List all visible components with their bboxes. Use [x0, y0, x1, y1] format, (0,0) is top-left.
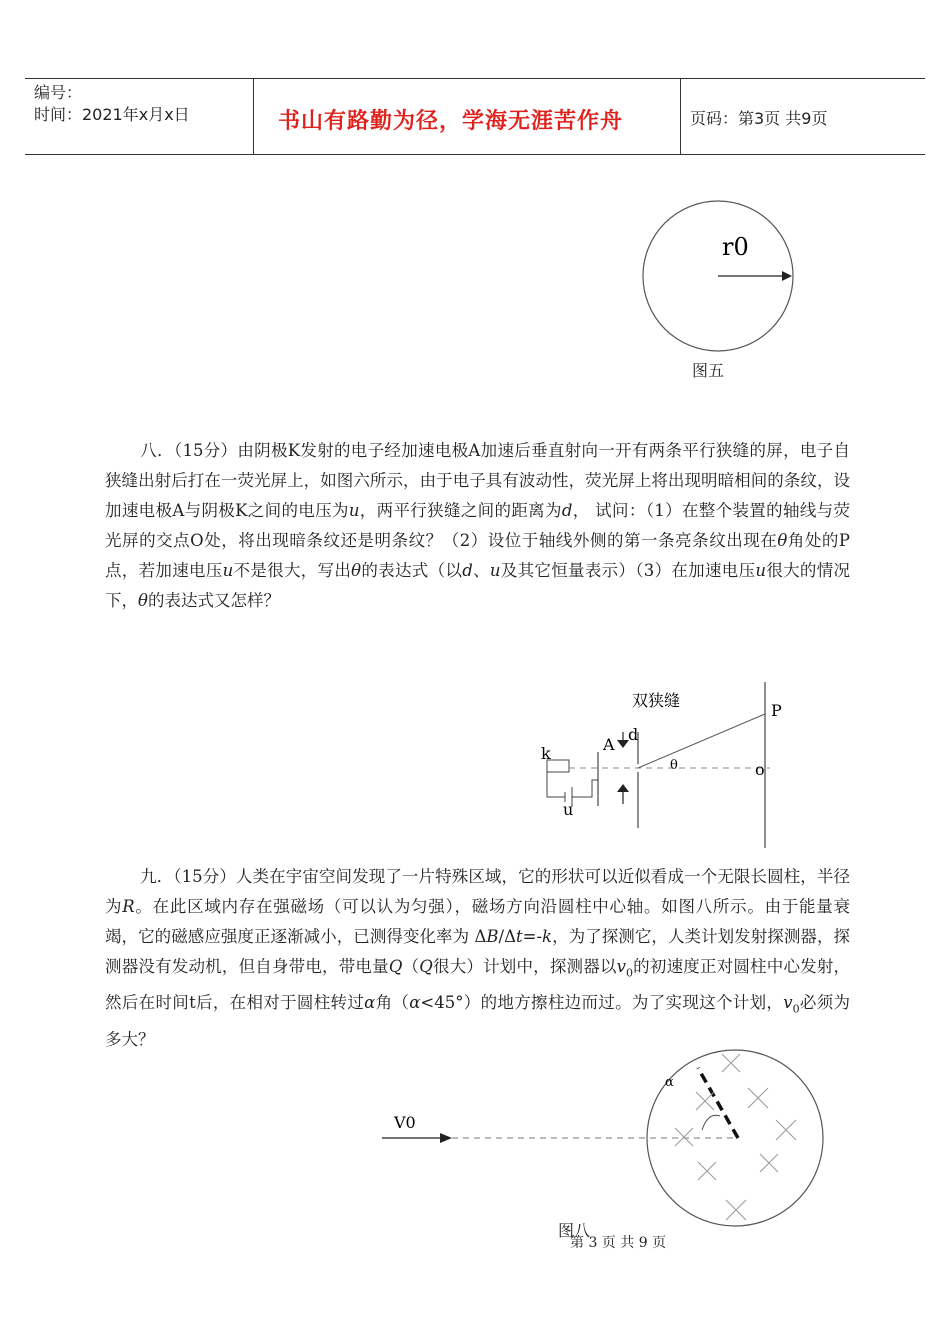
problem9-part6: （ [402, 957, 420, 976]
p-label: P [771, 701, 782, 720]
field-x-mark [698, 1162, 716, 1180]
problem9-part10: <45°）的地方擦柱边而过。为了实现这个计划， [420, 993, 784, 1013]
header-top-rule [25, 78, 925, 79]
problem8-part3: ， 试问：（1）在整个装置的轴线与荧光屏的交点O处，将出现暗条纹还是明条纹？（2）设位于轴线外侧的第一条亮条纹出现在 [105, 501, 850, 550]
problem8-part8: 很大的情况下， [105, 561, 851, 610]
problem9-text [105, 862, 850, 1055]
var-B: B [486, 927, 499, 946]
var-alpha: α [364, 993, 376, 1013]
k-label: k [541, 744, 551, 763]
field-x-mark [696, 1092, 714, 1110]
var-u: u [348, 501, 360, 520]
field-x-mark [760, 1154, 778, 1172]
figure6-double-slit-diagram [520, 680, 820, 850]
d-arrow-bottom [617, 784, 629, 792]
field-x-mark [726, 1200, 746, 1220]
problem8-part1: 八．（15分）由阴极K发射的电子经加速电极A加速后垂直射向一开有两条平行狭缝的屏，电子自狭缝出射后打在一荧光屏上，如图六所示，由于电子具有波动性，荧光屏上将出现明暗相间的条纹，设加速电极A与阴极K之间的电压为 [105, 441, 850, 520]
circuit-wire-left [547, 766, 565, 797]
alpha-label: α [665, 1075, 674, 1090]
var-k: k [542, 927, 553, 946]
var-alpha: α [409, 993, 421, 1013]
problem9-part9: 角（ [375, 993, 410, 1013]
circuit-wire-right [572, 780, 598, 797]
serial-label: 编号： [34, 83, 83, 102]
problem8-part5: 不是很大，写出 [233, 561, 352, 580]
problem9-part5: ，为了探测它，人类计划发射探测器，探测器没有发动机，但自身带电，带电量 [105, 927, 850, 976]
problem9-part4: =- [522, 927, 543, 946]
alpha-arc [702, 1115, 720, 1130]
var-u: u [755, 561, 767, 580]
problem8-part2: ，两平行狭缝之间的距离为 [359, 501, 562, 520]
header-divider-right [680, 78, 681, 155]
figure8-cylinder-diagram [380, 1040, 840, 1240]
problem9-part7: 很大）计划中，探测器以 [432, 957, 617, 976]
var-Q: Q [419, 957, 433, 976]
slit-label: 双狭缝 [632, 691, 681, 710]
problem9-part8: 的初速度正对圆柱中心发射，然后在时间t后，在相对于圆柱转过 [105, 957, 851, 1013]
v0-arrowhead [440, 1133, 452, 1143]
rotated-radius [698, 1068, 738, 1138]
u-label: u [563, 800, 574, 819]
var-u: u [222, 561, 234, 580]
var-theta: θ [777, 531, 788, 550]
problem9-part1: 九．（15分）人类在宇宙空间发现了一片特殊区域，它的形状可以近似看成一个无限长圆柱，半径为 [105, 867, 850, 916]
field-x-mark [722, 1054, 740, 1072]
figure8-caption: 图八 [558, 1221, 591, 1240]
header-divider-left [253, 78, 254, 155]
problem9-part3: /Δ [498, 927, 516, 946]
problem8-part9: 的表达式又怎样？ [147, 591, 280, 610]
var-u: u [489, 561, 501, 580]
header-bottom-rule [25, 154, 925, 155]
theta-label: θ [670, 758, 678, 773]
footer-page-number: 第 3 页 共 9 页 [570, 1235, 667, 1251]
var-theta: θ [351, 561, 362, 580]
var-v0: v [783, 993, 793, 1013]
problem8-part7: 及其它恒量表示）（3）在加速电压 [500, 561, 756, 580]
var-v0: v [616, 957, 626, 976]
var-R: R [122, 897, 135, 916]
page-label: 页码：第3页 共9页 [690, 109, 828, 128]
var-v0-subscript: 0 [792, 1002, 800, 1016]
var-Q: Q [388, 957, 403, 976]
ray-to-p [638, 714, 765, 768]
time-label: 时间：2021年x月x日 [34, 105, 190, 124]
problem9-part2: 。在此区域内存在强磁场（可以认为匀强），磁场方向沿圆柱中心轴。如图八所示。由于能量衰竭，它的磁感应强度正逐渐减小，已测得变化率为 Δ [105, 897, 851, 946]
figure5-radius-label: r0 [722, 233, 749, 261]
figure5-circle-diagram [630, 200, 810, 360]
field-x-mark [675, 1128, 693, 1146]
field-x-mark [748, 1088, 768, 1108]
figure5-caption: 图五 [692, 361, 725, 380]
problem8-part6: 的表达式（以 [361, 561, 463, 580]
field-x-mark [776, 1120, 796, 1140]
separator: 、 [472, 561, 490, 580]
o-label: o [755, 760, 765, 779]
problem8-part4: 角处的P点，若加速电压 [105, 531, 850, 580]
var-v0-subscript: 0 [625, 966, 633, 980]
var-theta: θ [138, 591, 148, 610]
var-t: t [516, 927, 523, 946]
v0-label: V0 [394, 1113, 416, 1132]
header-motto: 书山有路勤为径，学海无涯苦作舟 [278, 108, 624, 134]
problem9-part11: 必须为多大？ [105, 993, 851, 1049]
var-d: d [561, 501, 573, 520]
var-d: d [462, 561, 473, 580]
figure5-arrowhead [782, 271, 792, 281]
d-label: d [628, 725, 639, 744]
a-label: A [603, 735, 615, 754]
problem8-text [105, 436, 850, 616]
